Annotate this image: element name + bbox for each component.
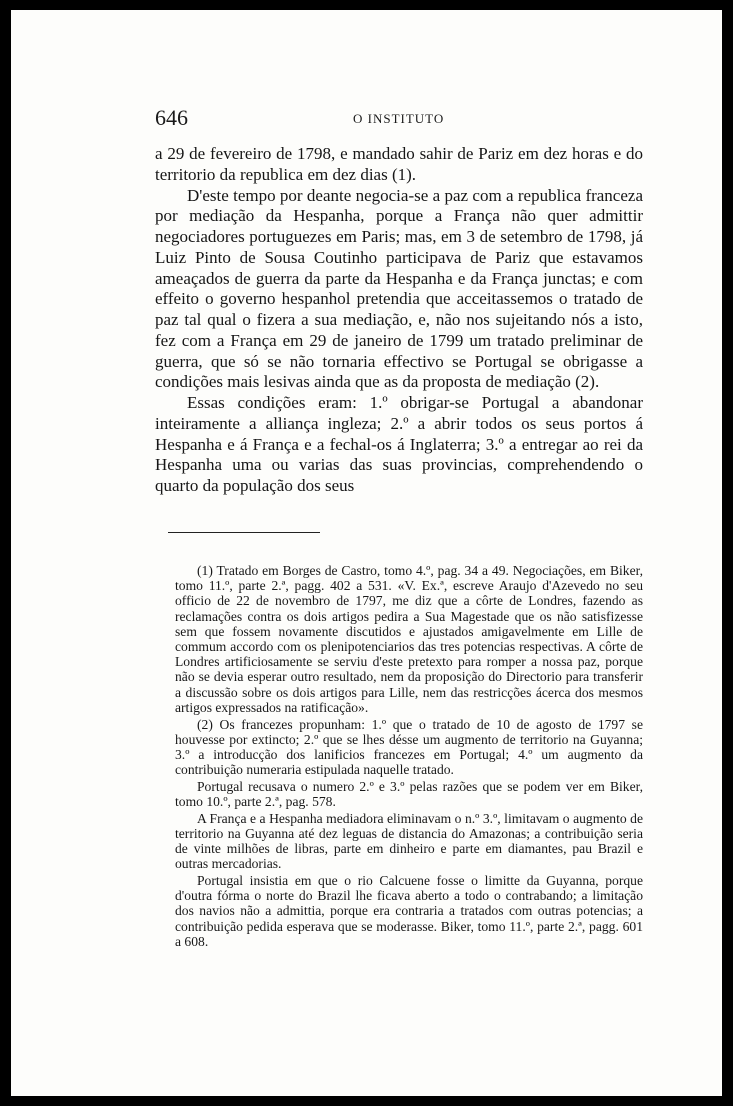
paragraph: a 29 de fevereiro de 1798, e mandado sahir de Pariz em dez horas e do territorio da republica em dez dias (1). — [155, 144, 643, 184]
main-text — [155, 144, 643, 497]
footnote-divider — [168, 532, 320, 533]
page-header — [155, 105, 643, 135]
footnote: (2) Os francezes propunham: 1.º que o tratado de 10 de agosto de 1797 se houvesse por extincto; 2.º que se lhes désse um augmento de territorio na Guyanna; 3.º a introducção dos lanificios francezes em Portugal; 4.º um augmento da contribuição numeraria estipulada naquelle tratado. — [175, 716, 643, 778]
footnote: A França e a Hespanha mediadora eliminavam o n.º 3.º, limitavam o augmento de territorio na Guyanna até dez leguas de distancia do Amazonas; a contribuição seria de vinte milhões de libras, parte em dinheiro e parte em diamantes, pau Brazil e outras mercadorias. — [175, 810, 643, 872]
footnote: (1) Tratado em Borges de Castro, tomo 4.º, pag. 34 a 49. Negociações, em Biker, tomo 11.º, parte 2.ª, pagg. 402 a 531. «V. Ex.ª, escreve Araujo d'Azevedo no seu officio de 22 de novembro de 1797, me diz que a côrte de Londres, fazendo as reclamações contra os dois artigos pedira a Sua Magestade que os não satisfizesse sem que fossem novamente discutidos e ajustados amigavelmente em Lille de commum accordo com os plenipotenciarios das tres potencias respectivas. A côrte de Londres artificiosamente se serviu d'este pretexto para romper a nossa paz, porque não se devia esperar outro resultado, nem da proposição do Directorio para transferir a discussão sobre os dois artigos para Lille, nem das restricções ácerca dos mesmos artigos expressados na ratificação». — [175, 563, 643, 715]
book-page — [11, 10, 722, 1096]
footnotes — [175, 563, 643, 951]
footnote: Portugal recusava o numero 2.º e 3.º pelas razões que se podem ver em Biker, tomo 10.º, parte 2.ª, pag. 578. — [175, 778, 643, 810]
running-title: O INSTITUTO — [353, 111, 445, 126]
footnote: Portugal insistia em que o rio Calcuene fosse o limitte da Guyanna, porque d'outra fórma o norte do Brazil lhe ficava aberto a todo o contrabando; a limitação dos navios não a admittia, porque era contraria a tratados com outras potencias; a contribuição pedida esperava que se moderasse. Biker, tomo 11.º, parte 2.ª, pagg. 601 a 608. — [175, 873, 643, 949]
paragraph: D'este tempo por deante negocia-se a paz com a republica franceza por mediação da Hespanha, porque a França não quer admittir negociadores portuguezes em Paris; mas, em 3 de setembro de 1798, já Luiz Pinto de Sousa Coutinho participava de Pariz que estavamos ameaçados de guerra da parte da Hespanha e da França junctas; e com effeito o governo hespanhol pretendia que acceitassemos o tratado de paz tal qual o fizera a sua mediação, e, não nos sujeitando nós a isto, fez com a França em 29 de janeiro de 1799 um tratado preliminar de guerra, que só se não tornaria effectivo se Portugal se obrigasse a condições mais lesivas ainda que as da proposta de mediação (2). — [155, 185, 643, 392]
paragraph: Essas condições eram: 1.º obrigar-se Portugal a abandonar inteiramente a alliança ingleza; 2.º a abrir todos os seus portos á Hespanha e á França e a fechal-os á Inglaterra; 3.º a entregar ao rei da Hespanha uma ou varias das suas provincias, comprehendendo o quarto da população dos seus — [155, 393, 643, 495]
page-number: 646 — [155, 105, 188, 130]
